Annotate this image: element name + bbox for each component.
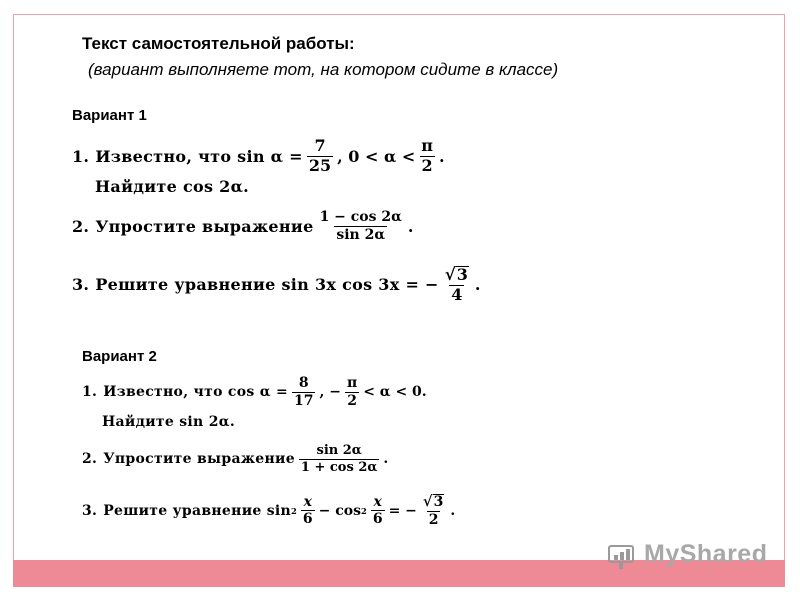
task-number: 3. [72, 275, 90, 295]
task-text: Упростите выражение [95, 216, 314, 236]
task-text-eq: = − [388, 502, 417, 519]
sqrt: √ 3 [444, 264, 468, 284]
fraction-denominator: 2 [421, 155, 433, 175]
sqrt-radicand: 3 [433, 494, 444, 510]
variant2-task1 [82, 376, 427, 408]
task-end: . [438, 146, 445, 166]
task-text-mid: , − [319, 384, 341, 401]
task-text: Известно, что cos α = [103, 384, 288, 401]
variant1-title: Вариант 1 [72, 107, 147, 124]
page-title: Текст самостоятельной работы: [82, 34, 355, 53]
sqrt: √ 3 [422, 493, 444, 510]
logo-text: MyShared [644, 540, 768, 568]
task-number: 3. [82, 502, 98, 519]
variant2-task1-line2: Найдите sin 2α. [102, 414, 235, 430]
task-end: . [407, 216, 414, 236]
task-text: Известно, что sin α = [95, 146, 303, 166]
fraction-denominator: 2 [428, 511, 439, 528]
task-end: . [383, 451, 389, 468]
task-text-mid: , 0 < α < [337, 146, 416, 166]
fraction-numerator: 1 − cos 2α [319, 209, 402, 225]
fraction-numerator: x [303, 493, 312, 510]
variant1-task1-line2: Найдите cos 2α. [95, 177, 250, 196]
exponent: 2 [360, 505, 367, 516]
fraction-numerator: 7 [314, 136, 326, 155]
fraction-denominator: 6 [302, 511, 313, 528]
pi-fraction [345, 376, 359, 408]
pi-fraction [419, 138, 435, 175]
task-number: 1. [72, 146, 90, 166]
fraction-denominator: 17 [293, 392, 314, 409]
fraction-numerator: sin 2α [316, 443, 362, 458]
fraction [307, 138, 333, 175]
fraction-denominator: sin 2α [336, 226, 386, 243]
task-text: Решите уравнение sin [103, 502, 292, 519]
task-text: Решите уравнение sin 3x cos 3x = − [95, 275, 439, 295]
variant2-task3 [82, 494, 455, 527]
fraction-denominator: 4 [451, 284, 463, 304]
sqrt-radicand: 3 [456, 265, 468, 284]
exponent: 2 [291, 505, 297, 516]
variant1-task3 [72, 266, 480, 304]
fraction [371, 495, 385, 527]
variant2-task2 [82, 444, 388, 474]
fraction-denominator: 6 [372, 511, 383, 528]
fraction [443, 266, 471, 304]
page-subtitle: (вариант выполняете тот, на котором сидите в классе) [88, 60, 559, 79]
fraction-numerator: π [346, 375, 358, 391]
fraction [421, 494, 446, 527]
fraction-numerator: π [421, 136, 433, 155]
task-text-mid2: < α < 0. [363, 384, 427, 401]
fraction [301, 495, 315, 527]
task-end: . [450, 502, 456, 519]
task-number: 1. [82, 384, 98, 401]
fraction-denominator: 1 + cos 2α [300, 459, 378, 475]
variant2-title: Вариант 2 [82, 348, 157, 365]
fraction [299, 444, 379, 474]
fraction-denominator: 25 [308, 155, 332, 175]
fraction-numerator: 8 [298, 375, 309, 391]
variant1-task2 [72, 210, 414, 242]
task-text-minus: − cos [318, 502, 361, 519]
fraction [292, 376, 315, 408]
fraction [318, 210, 404, 242]
task-number: 2. [72, 216, 90, 236]
myshared-logo [608, 540, 767, 569]
task-end: . [474, 275, 481, 295]
task-text: Упростите выражение [103, 451, 295, 468]
variant1-task1 [72, 138, 445, 175]
fraction-numerator: x [373, 493, 382, 510]
fraction-denominator: 2 [347, 392, 357, 409]
chart-board-icon [608, 541, 638, 569]
task-number: 2. [82, 451, 98, 468]
